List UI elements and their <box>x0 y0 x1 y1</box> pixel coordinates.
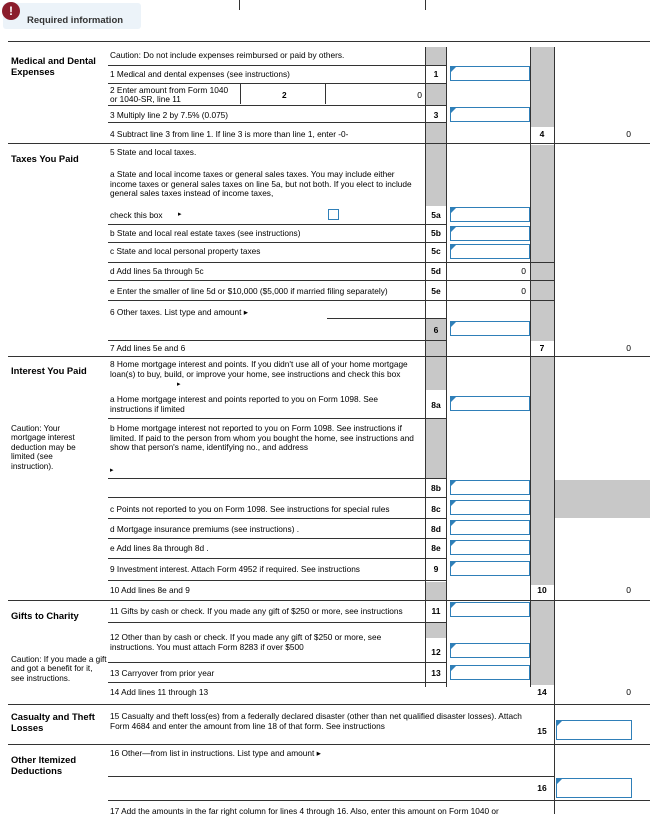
row-rule <box>108 224 446 225</box>
gray-cell <box>426 418 446 478</box>
line-8-label: 8 Home mortgage interest and points. If you didn't use all of your home mortgage loan(s) to buy, build, or improve your home, see instructions and check this box <box>110 359 408 379</box>
row-rule <box>108 280 554 281</box>
line-8a-input[interactable] <box>450 396 530 411</box>
line-8d-number: 8d <box>431 524 441 534</box>
row-rule <box>108 262 554 263</box>
line-2-label-b: or 1040-SR, line 11 <box>110 94 181 104</box>
line-3-input[interactable] <box>450 107 530 122</box>
line-9-number: 9 <box>433 564 439 574</box>
line-5e-value: 0 <box>521 286 526 296</box>
line-10-value: 0 <box>626 585 631 595</box>
row-rule <box>108 418 446 419</box>
section-rule <box>8 143 650 144</box>
section-casualty: Casualty and Theft Losses <box>11 711 95 733</box>
line-15-input[interactable] <box>556 720 632 740</box>
line-8e-input[interactable] <box>450 540 530 555</box>
line-9-label: 9 Investment interest. Attach Form 4952 if required. See instructions <box>110 564 360 574</box>
gray-cell <box>426 122 446 206</box>
line-5e-number: 5e <box>431 286 441 296</box>
row-rule <box>108 682 446 683</box>
line-12-number: 12 <box>431 647 441 657</box>
line-12-label: 12 Other than by cash or check. If you made any gift of $250 or more, see instructions. You must attach Form 8283 if over $500 <box>110 632 382 652</box>
line-14-label: 14 Add lines 11 through 13 <box>110 687 209 697</box>
required-info-badge <box>3 3 141 29</box>
row-rule <box>108 518 446 519</box>
line-16-input[interactable] <box>556 778 632 798</box>
gray-cell <box>426 582 446 600</box>
line-10-number: 10 <box>537 585 547 595</box>
line-11-input[interactable] <box>450 602 530 617</box>
column-rule <box>554 47 555 814</box>
sales-tax-checkbox[interactable] <box>328 209 339 220</box>
alert-icon: ! <box>2 2 20 20</box>
section-medical: Medical and Dental Expenses <box>11 55 96 77</box>
line-11-number: 11 <box>431 606 441 616</box>
line-5c-input[interactable] <box>450 244 530 259</box>
line-6-input[interactable] <box>450 321 530 336</box>
line-13-label: 13 Carryover from prior year <box>110 668 215 678</box>
line-7-label: 7 Add lines 5e and 6 <box>110 343 186 353</box>
arrow-icon: ▸ <box>178 211 182 218</box>
line-4-number: 4 <box>539 129 545 139</box>
line-17-label: 17 Add the amounts in the far right column for lines 4 through 16. Also, enter this amount on Form 1040 or <box>110 806 499 816</box>
line-5d-value: 0 <box>521 266 526 276</box>
row-rule <box>327 318 447 319</box>
top-divider <box>239 0 240 10</box>
line-12-input[interactable] <box>450 643 530 658</box>
line-4-value: 0 <box>626 129 631 139</box>
gray-cell <box>426 622 446 638</box>
row-rule <box>108 105 446 106</box>
line-3-number: 3 <box>433 110 439 120</box>
gray-cell <box>426 83 446 105</box>
line-5c-label: c State and local personal property taxes <box>110 246 261 256</box>
row-rule <box>108 340 446 341</box>
line-5d-label: d Add lines 5a through 5c <box>110 266 204 276</box>
line-8b-label: b Home mortgage interest not reported to you on Form 1098. See instructions if limited. If paid to the person from whom you bought the home, see instructions and show that person's name, identifying no., and address <box>110 423 414 453</box>
section-taxes: Taxes You Paid <box>11 153 79 164</box>
line-15-label: 15 Casualty and theft loss(es) from a federally declared disaster (other than net qualified disaster losses). Attach Form 4684 and enter the amount from line 18 of that form. See instructions <box>110 711 522 731</box>
section-rule <box>8 600 650 601</box>
row-rule <box>108 558 446 559</box>
line-8b-input[interactable] <box>450 480 530 495</box>
gray-column <box>530 145 554 341</box>
gray-column <box>530 600 554 685</box>
line-13-number: 13 <box>431 668 441 678</box>
line-1-input[interactable] <box>450 66 530 81</box>
row-rule <box>108 65 446 66</box>
top-divider <box>425 0 426 10</box>
line-13-input[interactable] <box>450 665 530 680</box>
interest-caution: Caution: Your mortgage interest deduction may be limited (see instruction). <box>11 424 76 471</box>
line-15-number: 15 <box>537 726 547 736</box>
line-5b-label: b State and local real estate taxes (see instructions) <box>110 228 301 238</box>
line-2-box-number: 2 <box>282 90 287 100</box>
line-4-label: 4 Subtract line 3 from line 1. If line 3 is more than line 1, enter -0- <box>110 129 349 139</box>
line-8a-number: 8a <box>431 400 441 410</box>
line-2-box-left <box>240 84 241 104</box>
line-5e-label: e Enter the smaller of line 5d or $10,000 ($5,000 if married filing separately) <box>110 286 388 296</box>
line-3-label: 3 Multiply line 2 by 7.5% (0.075) <box>110 110 229 120</box>
line-8c-input[interactable] <box>450 500 530 515</box>
line-8c-number: 8c <box>431 504 441 514</box>
line-11-label: 11 Gifts by cash or check. If you made any gift of $250 or more, see instructions <box>110 606 403 616</box>
line-8d-label: d Mortgage insurance premiums (see instructions) . <box>110 524 300 534</box>
line-5d-number: 5d <box>431 266 441 276</box>
section-rule <box>8 744 650 745</box>
line-5b-input[interactable] <box>450 226 530 241</box>
line-14-value: 0 <box>626 687 631 697</box>
section-other: Other Itemized Deductions <box>11 754 77 776</box>
row-rule <box>108 83 446 84</box>
section-rule <box>8 356 650 357</box>
top-rule <box>8 41 650 42</box>
arrow-icon: ▸ <box>110 467 114 474</box>
line-2-box-right <box>325 84 326 104</box>
line-7-value: 0 <box>626 343 631 353</box>
row-rule <box>108 662 446 663</box>
row-rule <box>108 242 446 243</box>
row-rule <box>108 776 554 777</box>
line-9-input[interactable] <box>450 561 530 576</box>
section-rule <box>8 704 650 705</box>
line-2-value: 0 <box>417 90 422 100</box>
gray-cell <box>426 47 446 65</box>
line-8e-number: 8e <box>431 543 441 553</box>
gray-block <box>555 480 650 518</box>
line-caution: Caution: Do not include expenses reimbursed or paid by others. <box>110 50 345 60</box>
gifts-caution: Caution: If you made a gift and got a benefit for it, see instructions. <box>11 655 107 683</box>
line-6-label: 6 Other taxes. List type and amount ▸ <box>110 307 248 317</box>
line-8d-input[interactable] <box>450 520 530 535</box>
row-rule <box>108 580 446 581</box>
row-rule <box>108 122 446 123</box>
section-interest: Interest You Paid <box>11 365 87 376</box>
gray-column <box>530 356 554 585</box>
line-6-number: 6 <box>433 325 439 335</box>
gray-column <box>530 47 554 127</box>
line-8e-label: e Add lines 8a through 8d . <box>110 543 209 553</box>
row-rule <box>108 497 446 498</box>
line-5a-input[interactable] <box>450 207 530 222</box>
line-8b-number: 8b <box>431 483 441 493</box>
section-gifts: Gifts to Charity <box>11 610 79 621</box>
line-5c-number: 5c <box>431 246 441 256</box>
line-16-number: 16 <box>537 783 547 793</box>
row-rule <box>108 800 650 801</box>
row-rule <box>108 538 446 539</box>
line-5-label: 5 State and local taxes. <box>110 147 197 157</box>
line-8c-label: c Points not reported to you on Form 1098. See instructions for special rules <box>110 504 390 514</box>
line-1-number: 1 <box>433 69 439 79</box>
row-rule <box>108 478 446 479</box>
line-7-number: 7 <box>539 343 545 353</box>
line-14-number: 14 <box>537 687 547 697</box>
line-5a-label: a State and local income taxes or general sales taxes. You may include either income taxes or general sales taxes on line 5a, but not both. If you elect to include general sales taxes instead of income taxes, <box>110 169 412 199</box>
check-box-label: check this box <box>110 210 163 220</box>
line-2-label-a: 2 Enter amount from Form 1040 <box>110 85 229 95</box>
line-10-label: 10 Add lines 8e and 9 <box>110 585 190 595</box>
line-1-label: 1 Medical and dental expenses (see instructions) <box>110 69 290 79</box>
line-16-label: 16 Other—from list in instructions. List type and amount ▸ <box>110 748 321 758</box>
line-8a-label: a Home mortgage interest and points reported to you on Form 1098. See instructions if limited <box>110 394 378 414</box>
line-5a-number: 5a <box>431 210 441 220</box>
line-5b-number: 5b <box>431 228 441 238</box>
row-rule <box>108 300 554 301</box>
row-rule <box>108 622 446 623</box>
arrow-icon: ▸ <box>177 381 181 388</box>
required-info-label: Required information <box>27 15 124 26</box>
